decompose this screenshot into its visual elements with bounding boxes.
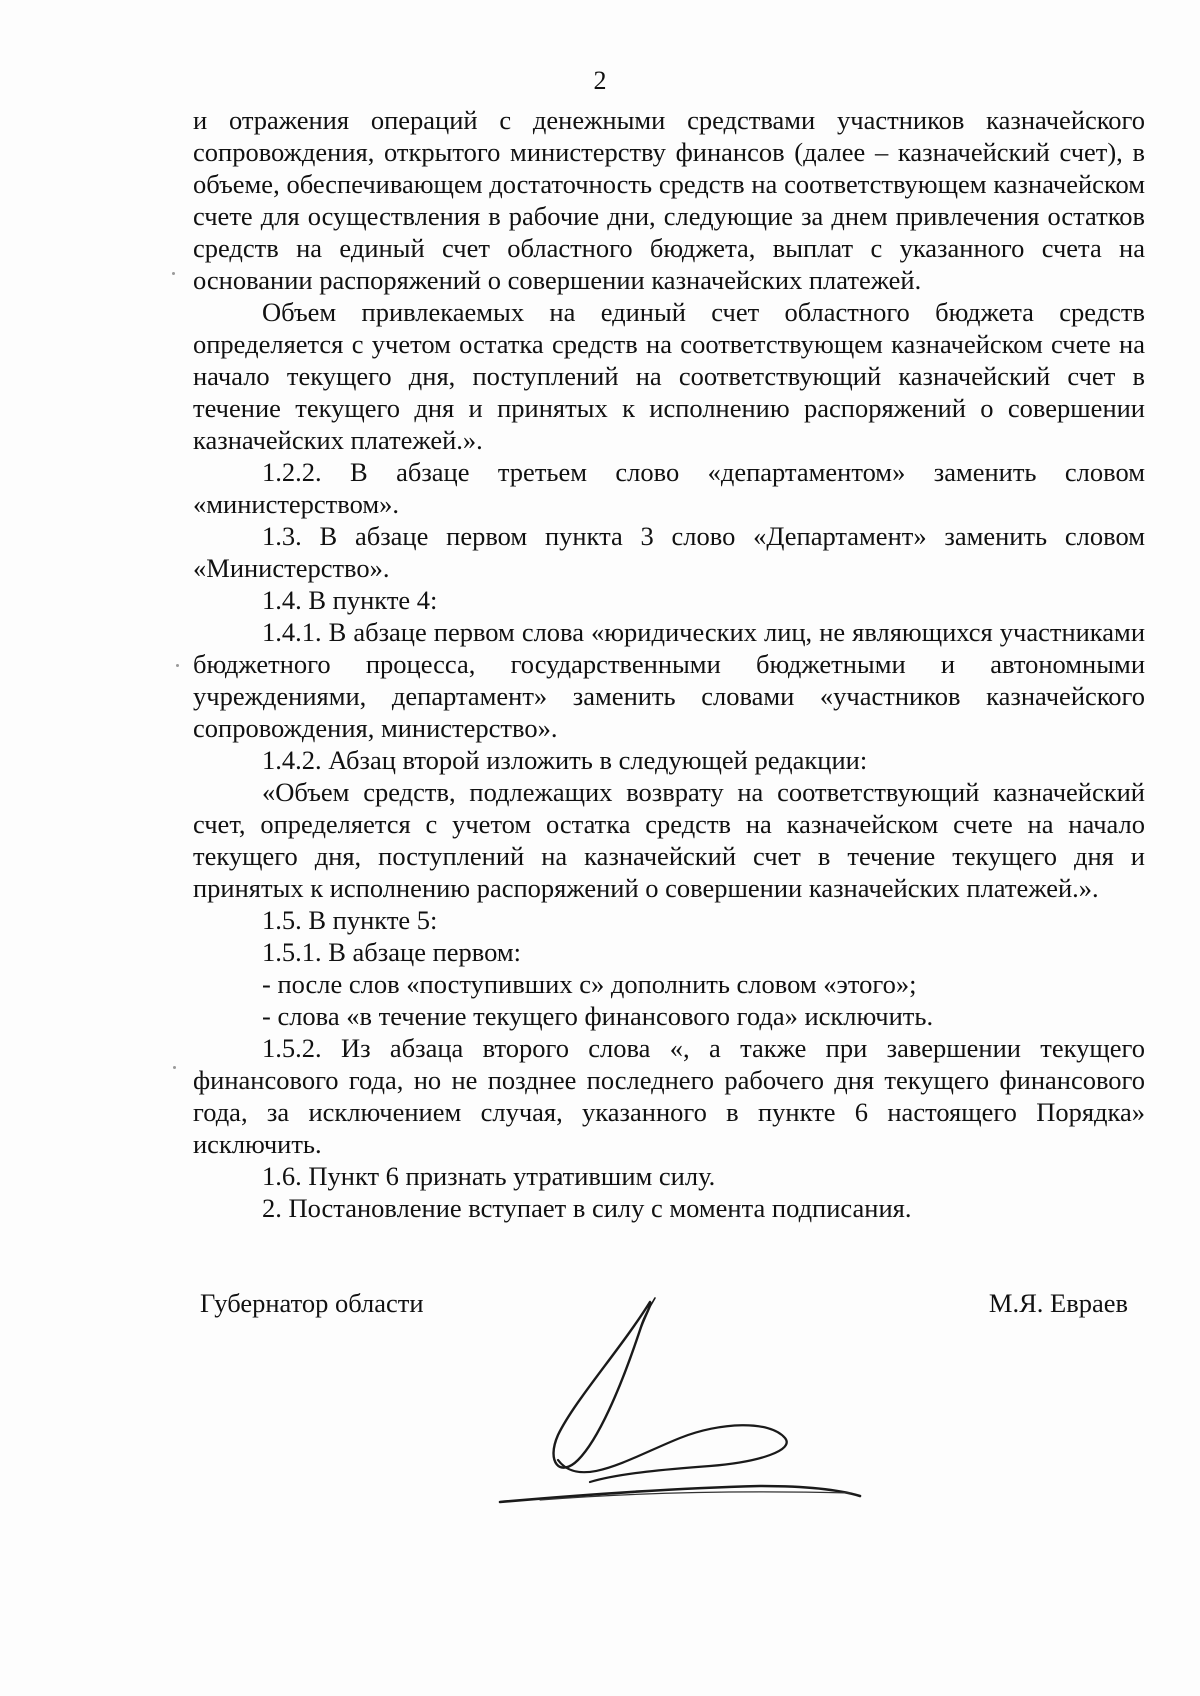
paragraph-12: - слова «в течение текущего финансового года» исключить. [262,1001,934,1031]
paragraph-7: 1.4.2. Абзац второй изложить в следующей редакции: [262,745,868,775]
scan-speck [173,1066,176,1069]
paragraph-3: 1.2.2. В абзаце третьем слово «департаментом» заменить словом «министерством». [193,457,1145,519]
handwritten-signature [480,1290,920,1530]
page-number: 2 [593,66,607,95]
paragraph-6: 1.4.1. В абзаце первом слова «юридических лиц, не являющихся участниками бюджетного процесса, государственными бюджетными и автономными учреждениями, департамент» заменить словами «участников казначейского сопровождения, министерство». [193,617,1145,743]
signatory-title: Губернатор области [200,1288,424,1318]
paragraph-9: 1.5. В пункте 5: [262,905,438,935]
paragraph-4: 1.3. В абзаце первом пункта 3 слово «Департамент» заменить словом «Министерство». [193,521,1145,583]
document-body [193,104,1145,1224]
paragraph-2: Объем привлекаемых на единый счет областного бюджета средств определяется с учетом остатка средств на соответствующем казначейском счете на начало текущего дня, поступлений на соответствующий казначейский счет в течение текущего дня и принятых к исполнению распоряжений о совершении казначейских платежей.». [193,297,1145,455]
signatory-name: М.Я. Евраев [988,1288,1128,1318]
paragraph-1: и отражения операций с денежными средствами участников казначейского сопровождения, открытого министерству финансов (далее – казначейский счет), в объеме, обеспечивающем достаточность средств на соответствующем казначейском счете для осуществления в рабочие дни, следующие за днем привлечения остатков средств на единый счет областного бюджета, выплат с указанного счета на основании распоряжений о совершении казначейских платежей. [193,105,1145,295]
scan-speck [176,664,179,667]
paragraph-14: 1.6. Пункт 6 признать утратившим силу. [262,1161,716,1191]
paragraph-10: 1.5.1. В абзаце первом: [262,937,521,967]
paragraph-8: «Объем средств, подлежащих возврату на соответствующий казначейский счет, определяется с учетом остатка средств на казначейском счете на начало текущего дня, поступлений на казначейский счет в течение текущего дня и принятых к исполнению распоряжений о совершении казначейских платежей.». [193,777,1145,903]
paragraph-5: 1.4. В пункте 4: [262,585,438,615]
scan-speck [172,272,175,275]
paragraph-13: 1.5.2. Из абзаца второго слова «, а также при завершении текущего финансового года, но не позднее последнего рабочего дня текущего финансового года, за исключением случая, указанного в пункте 6 настоящего Порядка» исключить. [193,1033,1145,1159]
paragraph-11: - после слов «поступивших с» дополнить словом «этого»; [262,969,917,999]
paragraph-15: 2. Постановление вступает в силу с момента подписания. [262,1193,912,1223]
